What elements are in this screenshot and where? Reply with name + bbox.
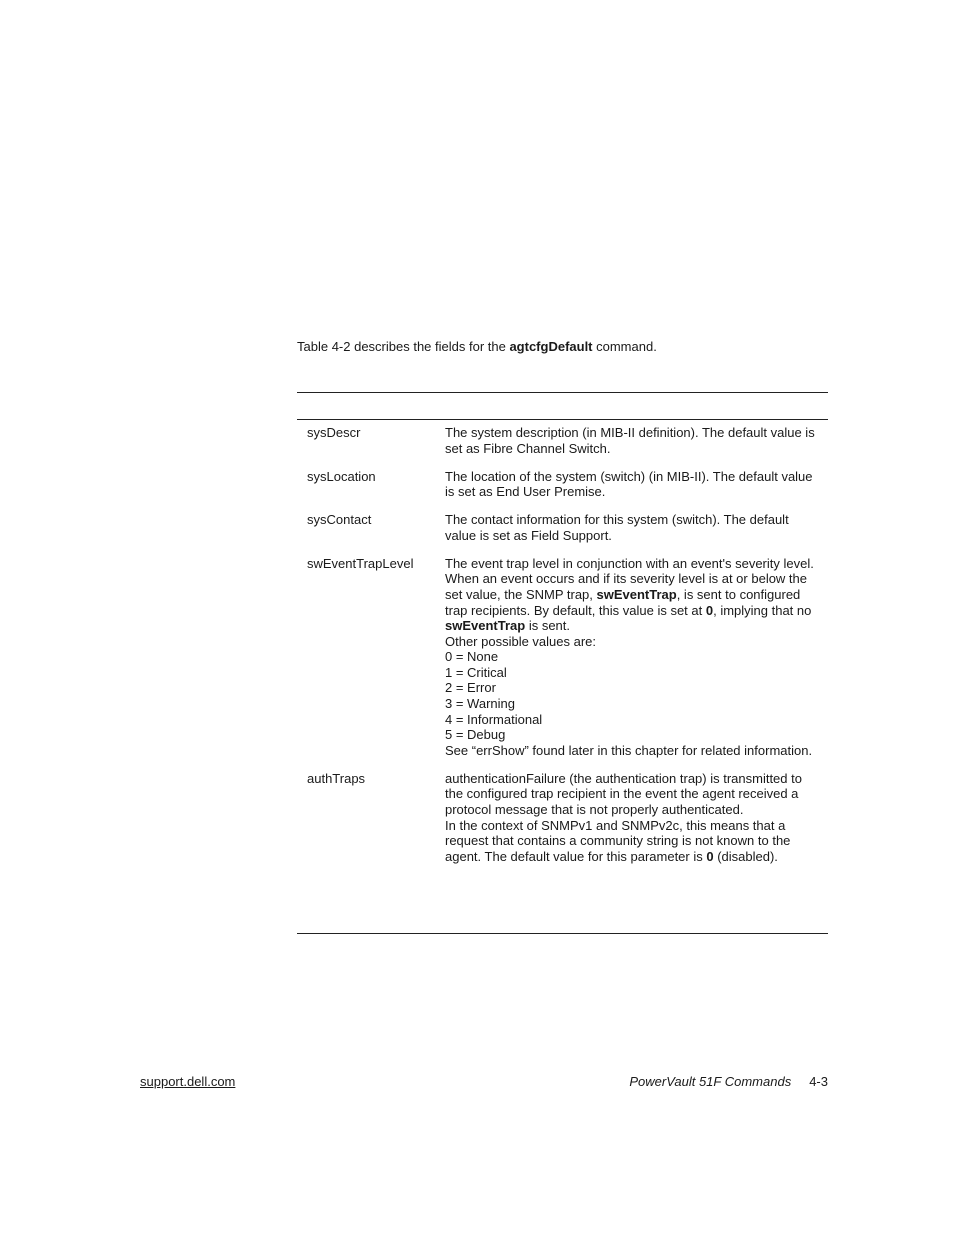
intro-paragraph [297,339,837,355]
field-name: sysDescr [307,425,361,440]
swEventTrap-term: swEventTrap [445,618,526,634]
table-header-rule [297,419,828,420]
table-row [297,771,828,865]
table-row [297,469,828,500]
swEventTrap-term: swEventTrap [596,586,677,602]
value-option: 4 = Informational [445,711,543,727]
value-option: 0 = None [445,649,499,665]
field-name: authTraps [307,770,366,786]
field-description [445,469,820,500]
intro-text-after: command. [592,339,657,354]
field-description [445,556,820,759]
intro-command-name: agtcfgDefault [509,339,593,354]
description-paragraph: The event trap level in conjunction with an event's severity level. When an event occurs and if its severity level is at or below the set value, the SNMP trap, swEventTrap, is sent to configured trap recipients. By default, this value is set at 0, implying that no swEventTrap is sent. [445,555,814,634]
field-name: sysContact [307,512,372,528]
description-line: Other possible values are: [445,633,597,649]
intro-text-before: Table 4-2 describes the fields for the [297,339,510,354]
footer-title: PowerVault 51F Commands [629,1074,792,1089]
description-line: The system description (in MIB-II definition). The default value is set as Fibre Channel Switch. [445,425,815,456]
value-option: 1 = Critical [445,664,507,680]
description-line: See “errShow” found later in this chapter for related information. [445,742,813,758]
description-line: The location of the system (switch) (in MIB-II). The default value is set as End User Premise. [445,468,813,500]
value-option: 3 = Warning [445,696,515,712]
field-name: swEventTrapLevel [307,555,414,571]
table-row [297,512,828,543]
description-paragraph: In the context of SNMPv1 and SNMPv2c, this means that a request that contains a community string is not known to the agent. The default value for this parameter is 0 (disabled). [445,817,791,864]
description-line: authenticationFailure (the authentication trap) is transmitted to the configured trap recipient in the event the agent received a protocol message that is not properly authenticated. [445,770,802,818]
default-value: 0 [706,848,714,864]
table-bottom-rule [297,933,828,934]
field-description [445,512,820,543]
field-name: sysLocation [307,468,376,484]
value-option: 2 = Error [445,680,496,696]
fields-table [297,425,828,877]
default-value: 0 [705,602,714,618]
description-line: The contact information for this system (switch). The default value is set as Field Support. [445,512,789,543]
footer-url-link[interactable]: support.dell.com [140,1074,236,1089]
value-option: 5 = Debug [445,727,506,743]
footer-running-title [629,1074,828,1090]
table-row [297,425,828,456]
page-number: 4-3 [809,1074,828,1089]
field-description [445,771,820,865]
table-row [297,556,828,759]
table-top-rule [297,392,828,393]
field-description [445,425,820,456]
